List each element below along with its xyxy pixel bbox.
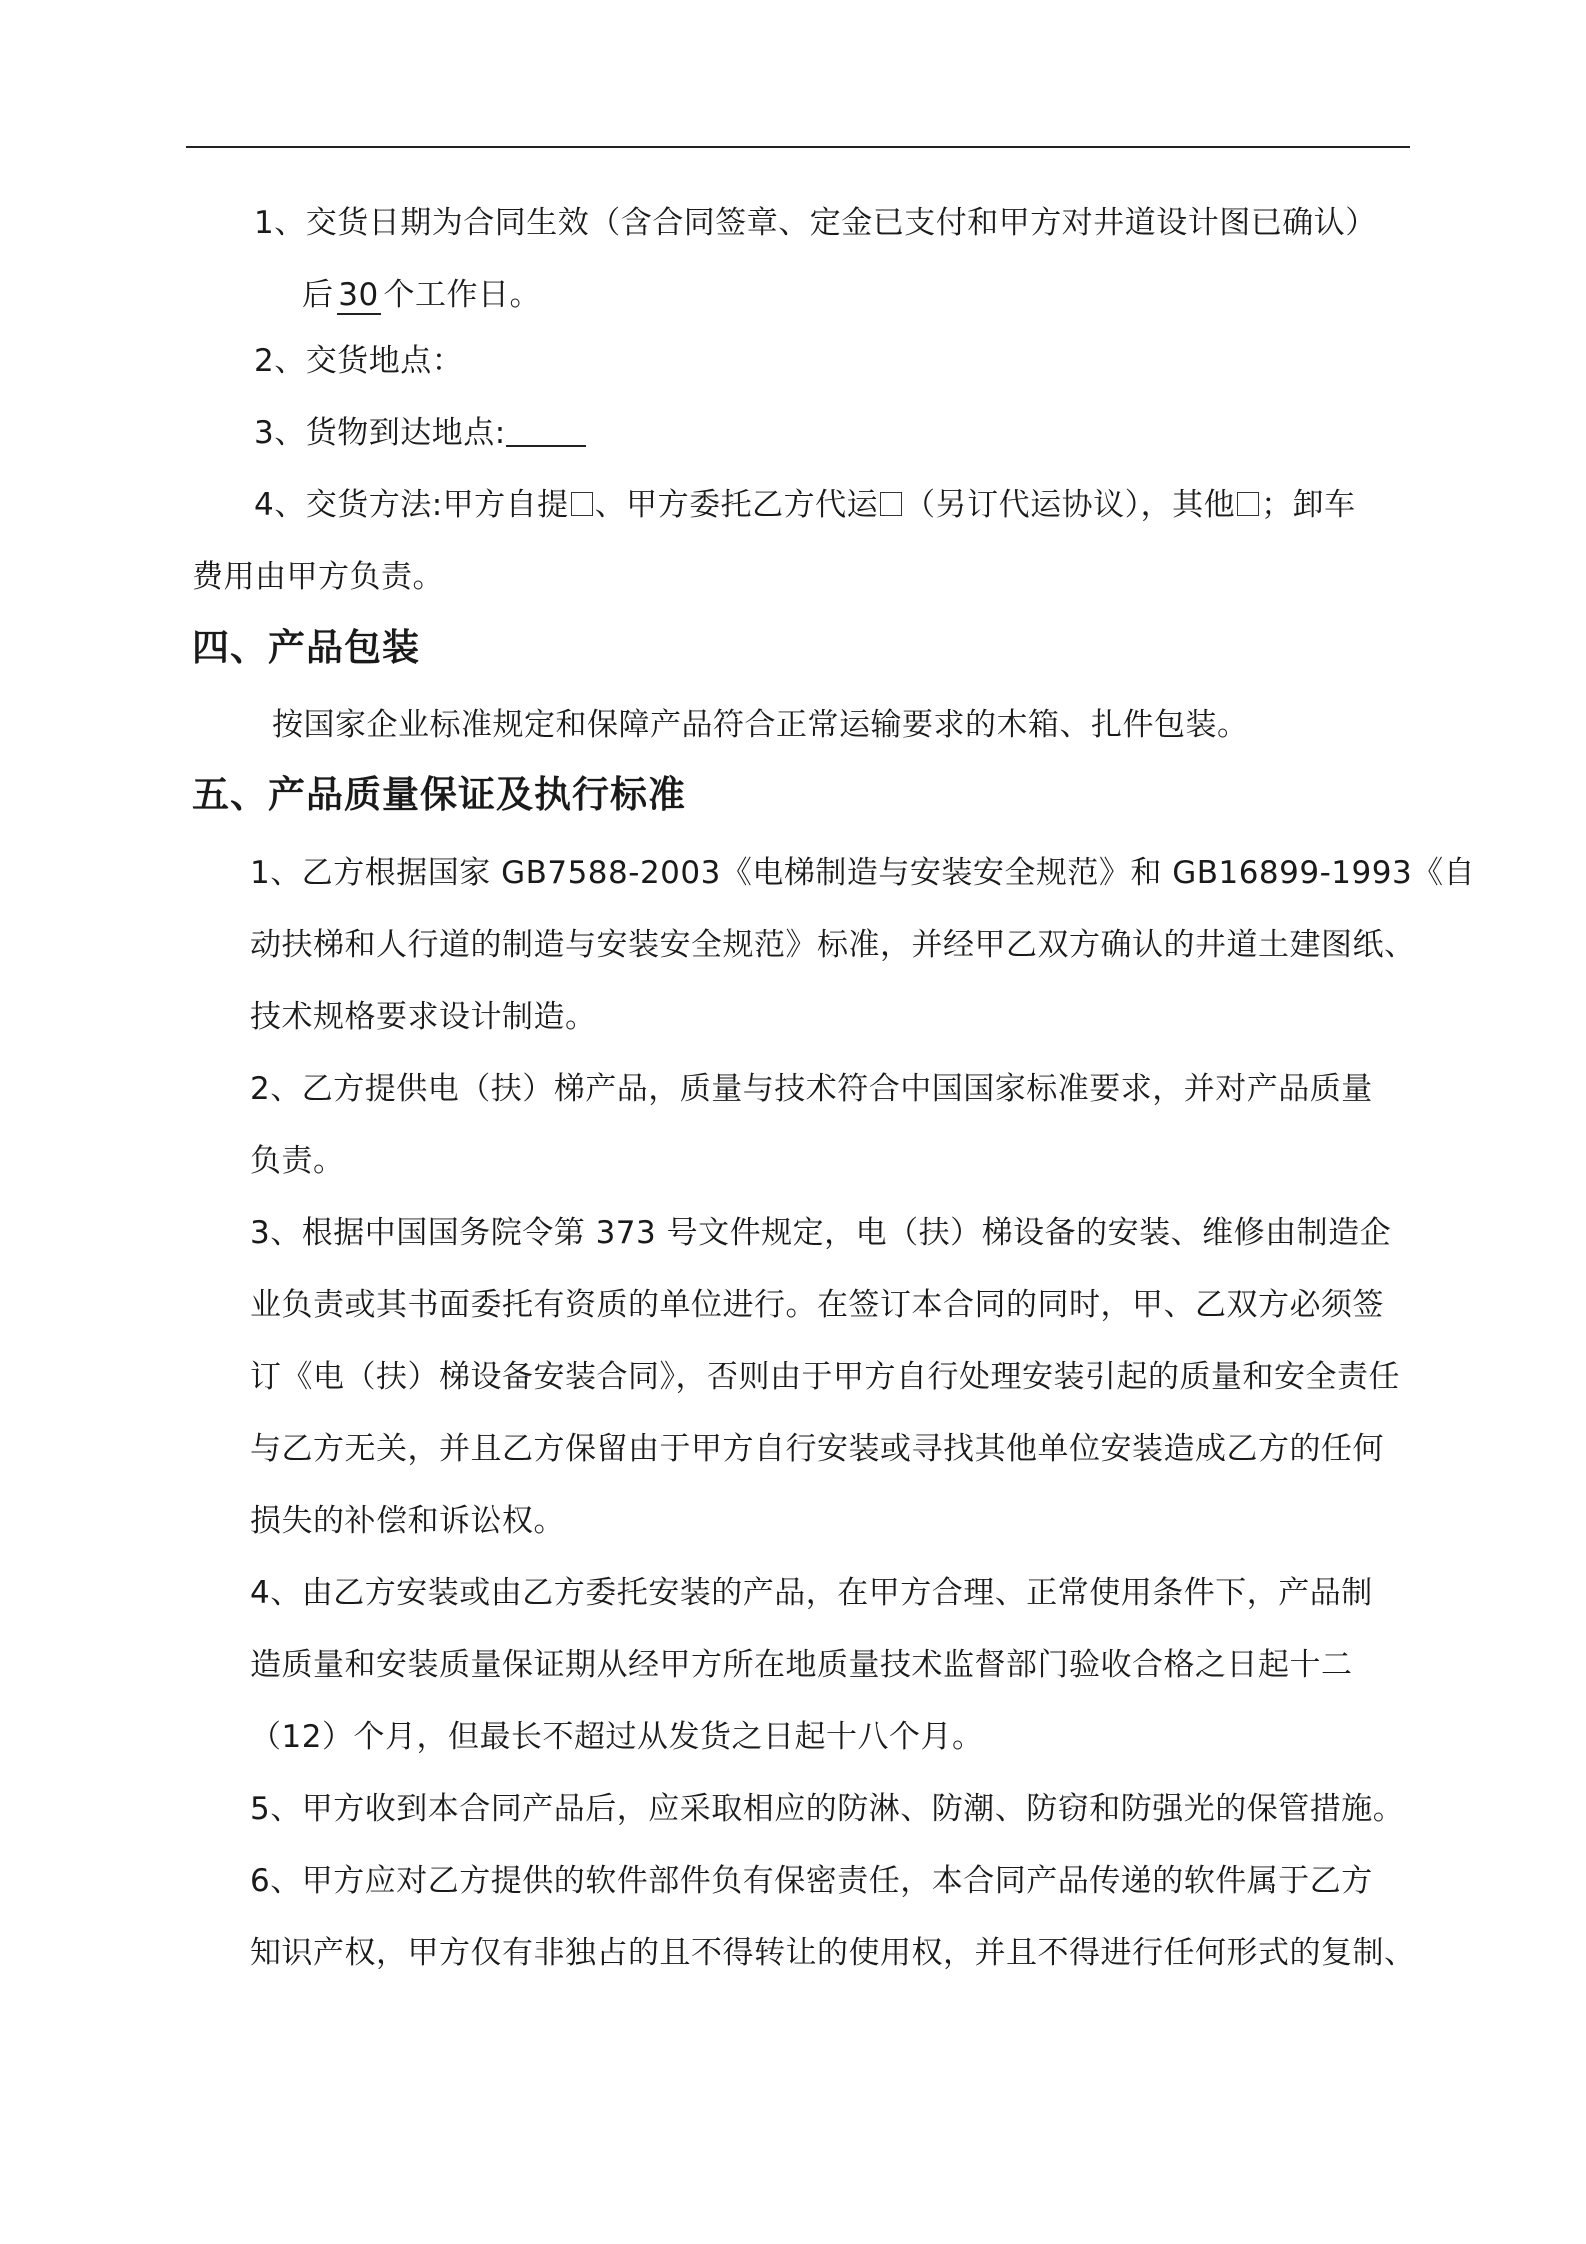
delivery-days-value: 30: [338, 277, 379, 313]
section-5-line: 技术规格要求设计制造。: [250, 999, 597, 1035]
section-5-line: 业负责或其书面委托有资质的单位进行。在签订本合同的同时，甲、乙双方必须签: [250, 1287, 1384, 1323]
delivery-item-1-line-1: 1、交货日期为合同生效（含合同签章、定金已支付和甲方对井道设计图已确认）: [254, 205, 1377, 241]
section-5-line: 6、甲方应对乙方提供的软件部件负有保密责任，本合同产品传递的软件属于乙方: [250, 1863, 1373, 1899]
section-5-line: 5、甲方收到本合同产品后，应采取相应的防淋、防潮、防窃和防强光的保管措施。: [250, 1791, 1405, 1827]
section-4-heading: 四、产品包装: [192, 626, 420, 669]
header-rule: [186, 146, 1410, 148]
delivery-method-part-3: （另订代运协议），其他: [904, 487, 1236, 523]
section-5-heading: 五、产品质量保证及执行标准: [192, 773, 686, 816]
section-5-line: （12）个月，但最长不超过从发货之日起十八个月。: [250, 1719, 984, 1755]
delivery-item-4-line-2: 费用由甲方负责。: [192, 559, 444, 595]
delivery-method-part-2: 、甲方委托乙方代运: [594, 487, 879, 523]
section-5-line: 2、乙方提供电（扶）梯产品，质量与技术符合中国国家标准要求，并对产品质量: [250, 1071, 1373, 1107]
self-pickup-checkbox[interactable]: [571, 492, 593, 516]
section-4-text: 按国家企业标准规定和保障产品符合正常运输要求的木箱、扎件包装。: [272, 707, 1249, 743]
section-5-line: 损失的补偿和诉讼权。: [250, 1503, 565, 1539]
section-5-line: 3、根据中国国务院令第 373 号文件规定，电（扶）梯设备的安装、维修由制造企: [250, 1215, 1392, 1251]
section-5-line: 1、乙方根据国家 GB7588-2003《电梯制造与安装安全规范》和 GB16899-1993《自: [250, 855, 1476, 891]
delivery-item-1-line-2: [302, 275, 541, 315]
delivery-date-suffix: 个工作日。: [383, 277, 541, 313]
section-5-line: 动扶梯和人行道的制造与安装安全规范》标准，并经甲乙双方确认的井道土建图纸、: [250, 927, 1416, 963]
consigned-transport-checkbox[interactable]: [880, 492, 902, 516]
delivery-method-part-1: 4、交货方法:甲方自提: [254, 487, 569, 523]
section-5-line: 4、由乙方安装或由乙方委托安装的产品，在甲方合理、正常使用条件下，产品制: [250, 1575, 1373, 1611]
arrival-place-blank: [506, 415, 586, 447]
section-5-line: 知识产权，甲方仅有非独占的且不得转让的使用权，并且不得进行任何形式的复制、: [250, 1935, 1416, 1971]
section-5-line: 造质量和安装质量保证期从经甲方所在地质量技术监督部门验收合格之日起十二: [250, 1647, 1353, 1683]
other-method-checkbox[interactable]: [1237, 492, 1259, 516]
section-5-line: 与乙方无关，并且乙方保留由于甲方自行安装或寻找其他单位安装造成乙方的任何: [250, 1431, 1384, 1467]
delivery-item-3: [254, 413, 586, 453]
section-5-line: 负责。: [250, 1143, 345, 1179]
delivery-method-part-4: ；卸车: [1261, 487, 1356, 523]
delivery-item-4-line-1: [254, 485, 1356, 525]
section-5-line: 订《电（扶）梯设备安装合同》，否则由于甲方自行处理安装引起的质量和安全责任: [250, 1359, 1400, 1395]
delivery-item-2: 2、交货地点：: [254, 343, 464, 379]
delivery-date-prefix: 后: [302, 277, 334, 313]
arrival-place-label: 3、货物到达地点:: [254, 415, 506, 451]
